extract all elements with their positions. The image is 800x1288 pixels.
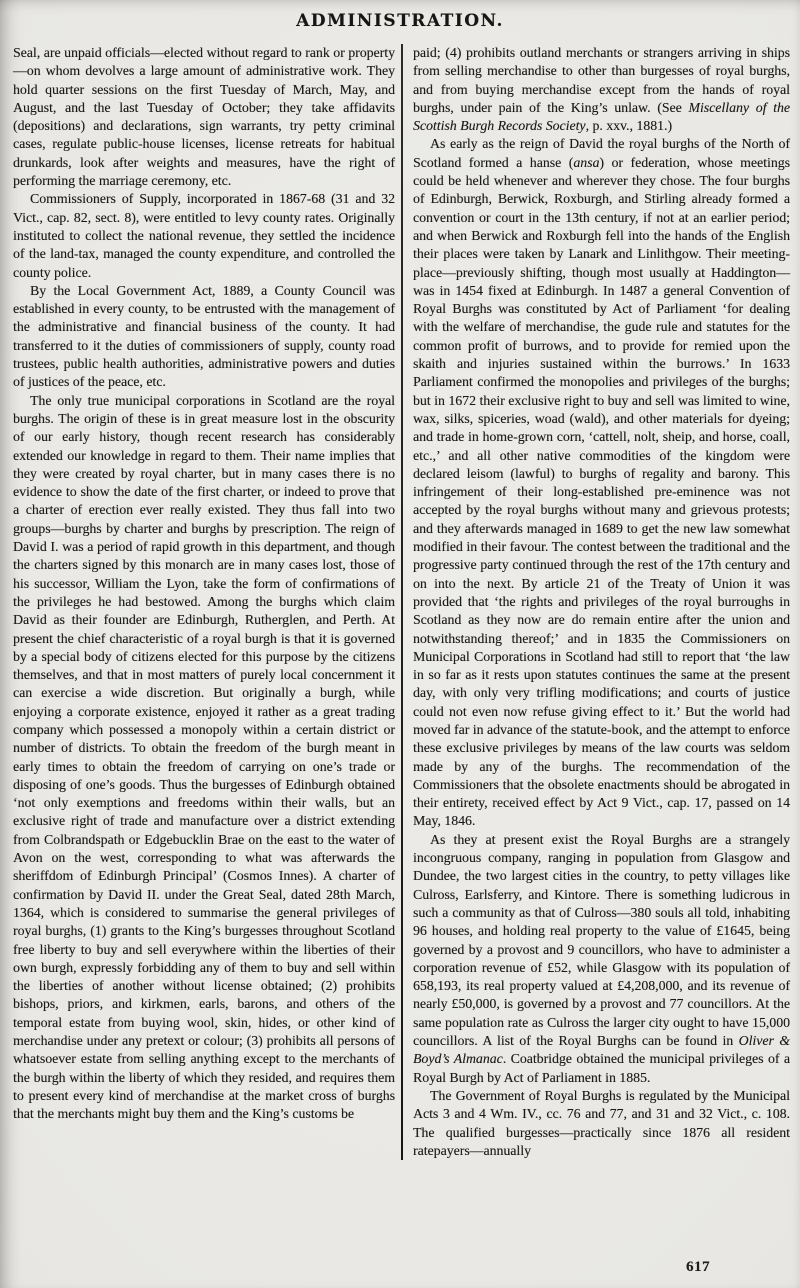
left-column [13, 44, 395, 1160]
paragraph [413, 135, 790, 830]
paragraph [13, 44, 395, 190]
text-run: , p. xxv., 1881.) [585, 118, 673, 134]
paragraph [413, 831, 790, 1087]
text-run: The Government of Royal Burghs is regulated by the Municipal Acts 3 and 4 Wm. IV., cc. 76 and 77, and 31 and 32 Vict., c. 108. The qualified burgesses—practically since 1876 all resident ratepayers—annually [413, 1087, 790, 1158]
text-run: As early as the reign of David the royal burghs of the North of Scotland formed a hanse ( [413, 136, 790, 170]
page-title: ADMINISTRATION. [296, 11, 504, 31]
text-run: . Coatbridge obtained the municipal privileges of a Royal Burgh by Act of Parliament in 1885. [413, 1051, 790, 1085]
italic-text-run: ansa [573, 154, 600, 170]
paragraph [13, 392, 395, 1124]
text-run: Commissioners of Supply, incorporated in 1867-68 (31 and 32 Vict., cap. 82, sect. 8), were entitled to levy county rates. Originally instituted to collect the national revenue, they settled the incidence of the land-tax, managed the county expenditure, and controlled the county police. [13, 191, 395, 280]
text-columns [0, 44, 800, 1160]
italic-text-run: Oliver & Boyd’s Almanac [413, 1033, 790, 1067]
text-run: The only true municipal corporations in Scotland are the royal burghs. The origin of these is in great measure lost in the obscurity of our early history, though recent research has considerably extended our knowledge in regard to them. Their name implies that they were created by royal charter, but in many cases there is no evidence to show the date of the first charter, or indeed to prove that a charter of erection ever really existed. They thus fall into two groups—burghs by charter and burghs by prescription. The reign of David I. was a period of rapid growth in this department, and though the charters signed by this monarch are in many cases lost, those of his successor, William the Lyon, take the form of confirmations of the privileges he had bestowed. Among the burghs which claim David as their founder are Edinburgh, Rutherglen, and Perth. At present the chief characteristic of a royal burgh is that it is governed by a special body of citizens elected for this purpose by the citizens themselves, and that in most matters of purely local concernment it can exercise a wide discretion. But originally a burgh, while enjoying a corporate existence, enjoyed it rather as a great trading company which possessed a monopoly within a certain district or number of districts. To obtain the freedom of the burgh meant in early times to obtain the freedom of carrying on one’s trade or disposing of one’s goods. Thus the burgesses of Edinburgh obtained ‘not only exemptions and freedoms within their walls, but an exclusive right of trade and manufacture over a district extending from Colbrandspath or Edgebucklin Brae on the east to the water of Avon on the west, corresponding to what was afterwards the sheriffdom of Edinburgh Principal’ (Cosmos Innes). A charter of confirmation by David II. under the Great Seal, dated 28th March, 1364, which is considered to summarise the general privileges of royal burghs, (1) grants to the King’s burgesses throughout Scotland free liberty to buy and sell everywhere within the liberties of their own burgh, expressly forbidding any of them to buy and sell within the liberties of another without license obtained; (2) prohibits bishops, priors, and kirkmen, earls, barons, and others of the temporal estate from buying wool, skin, hides, or other kind of merchandise under any pretext or colour; (3) prohibits all persons of whatsoever estate from selling anything except to the merchants of the burgh within the liberty of which they resided, and requires them to present every kind of merchandise at the market cross of burghs that the merchants might buy them and the King’s customs be [13, 392, 395, 1122]
paragraph [13, 282, 395, 392]
column-divider [401, 44, 403, 1160]
text-run: By the Local Government Act, 1889, a County Council was established in every county, to be entrusted with the management of the administrative and financial business of the county. It had transferred to it the duties of commissioners of supply, county road trustees, public health authorities, administrative powers and duties of justices of the peace, etc. [13, 282, 395, 390]
text-run: ) or federation, whose meetings could be held whenever and wherever they chose. The four burghs of Edinburgh, Berwick, Roxburgh, and Stirling already formed a convention or court in the 13th century, if not at an earlier period; and when Berwick and Roxburgh fell into the hands of the English their places were taken by Lanark and Linlithgow. Their meeting-place—previously shifting, though most usually at Haddington—was in 1454 fixed at Edinburgh. In 1487 a general Convention of Royal Burghs was constituted by Act of Parliament ‘for dealing with the welfare of merchandise, the gude rule and statutes for the common profit of burrows, and to provide for remied upon the skaith and injuries sustained within the burrows.’ In 1633 Parliament confirmed the monopolies and privileges of the burghs; but in 1672 their exclusive right to buy and sell was limited to wine, wax, silks, spiceries, woad (wald), and other materials for dyeing; and trade in home-grown corn, ‘cattell, nolt, sheip, and horse, coall, etc.,’ and all other native commodities of the kingdom were declared leisom (lawful) to burghs of regality and barony. This infringement of their long-established pre-eminence was not accepted by the royal burghs without many and grievous protests; and they afterwards managed in 1689 to get the new law somewhat modified in their favour. The contest between the traditional and the progressive party continued through the rest of the 17th century and on into the next. By article 21 of the Treaty of Union it was provided that ‘the rights and privileges of the royal burroughs in Scotland as they now are do remain entire after the union and notwithstanding thereof;’ and in 1835 the Commissioners on Municipal Corporations in Scotland had still to report that ‘the law in so far as it rests upon statutes continues the same at the present day, with only very trifling modifications; and courts of justice could not even now refuse giving effect to it.’ But the world had moved far in advance of the statute-book, and the attempt to enforce these exclusive privileges by means of the law courts was seldom made by any of the burghs. The recommendation of the Commissioners that the obsolete enactments should be abrogated in their entirety, received effect by Act 9 Vict., cap. 17, passed on 14 May, 1846. [413, 154, 790, 829]
text-run: Seal, are unpaid officials—elected without regard to rank or property—on whom devolves a large amount of administrative work. They hold quarter sessions on the first Tuesday of March, May, and August, and the last Tuesday of October; they take affidavits (depositions) and declarations, sign warrants, try petty criminal cases, regulate public-house licenses, license retreats for habitual drunkards, look after weights and measures, have the right of performing the marriage ceremony, etc. [13, 45, 395, 189]
paragraph [413, 44, 790, 135]
right-column [413, 44, 790, 1160]
italic-text-run: Miscellany of the Scottish Burgh Records Society [413, 99, 791, 134]
text-run: As they at present exist the Royal Burghs are a strangely incongruous company, ranging in population from Glasgow and Dundee, the two largest cities in the country, to petty villages like Culross, Earlsferry, and Kintore. There is something ludicrous in such a community as that of Culross—380 souls all told, inhabiting 96 houses, and holding real property to the value of £1645, being governed by a provost and 9 councillors, who have to administer a corporation revenue of £52, while Glasgow with its population of 658,193, its real property valued at £4,208,000, and its revenue of nearly £50,000, is governed by a provost and 77 councillors. At the same population rate as Culross the larger city ought to have 15,000 councillors. A list of the Royal Burghs can be found in [413, 831, 790, 1049]
paragraph [413, 1087, 790, 1160]
text-run: paid; (4) prohibits outland merchants or strangers arriving in ships from selling merchandise to other than burgesses of royal burghs, and from buying merchandise except from the hands of royal burghs, under pain of the King’s unlaw. (See [413, 45, 790, 115]
page-number: 617 [686, 1259, 710, 1275]
paragraph [13, 190, 395, 281]
